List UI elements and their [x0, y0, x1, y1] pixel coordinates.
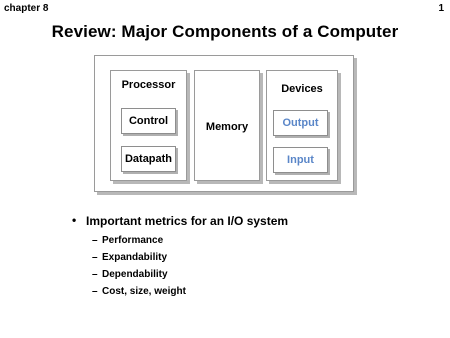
sub-bullet-performance: – Performance — [72, 235, 288, 246]
bullet-main: • Important metrics for an I/O system — [72, 214, 288, 228]
input-label: Input — [287, 154, 314, 166]
sub-bullet-cost: – Cost, size, weight — [72, 286, 288, 297]
chapter-label: chapter 8 — [4, 3, 49, 14]
sub-bullet-dependability: – Dependability — [72, 269, 288, 280]
input-box — [273, 147, 328, 173]
bullet-list — [72, 214, 288, 297]
memory-label: Memory — [205, 121, 249, 133]
datapath-label: Datapath — [124, 153, 173, 165]
control-box — [121, 108, 176, 134]
output-box — [273, 110, 328, 136]
slide-title: Review: Major Components of a Computer — [51, 22, 399, 41]
sub-bullet-expandability: – Expandability — [72, 252, 288, 263]
devices-label: Devices — [281, 83, 323, 95]
output-label: Output — [282, 117, 319, 129]
processor-label: Processor — [121, 79, 176, 91]
page-number: 1 — [438, 3, 444, 14]
datapath-box — [121, 146, 176, 172]
control-label: Control — [128, 115, 169, 127]
